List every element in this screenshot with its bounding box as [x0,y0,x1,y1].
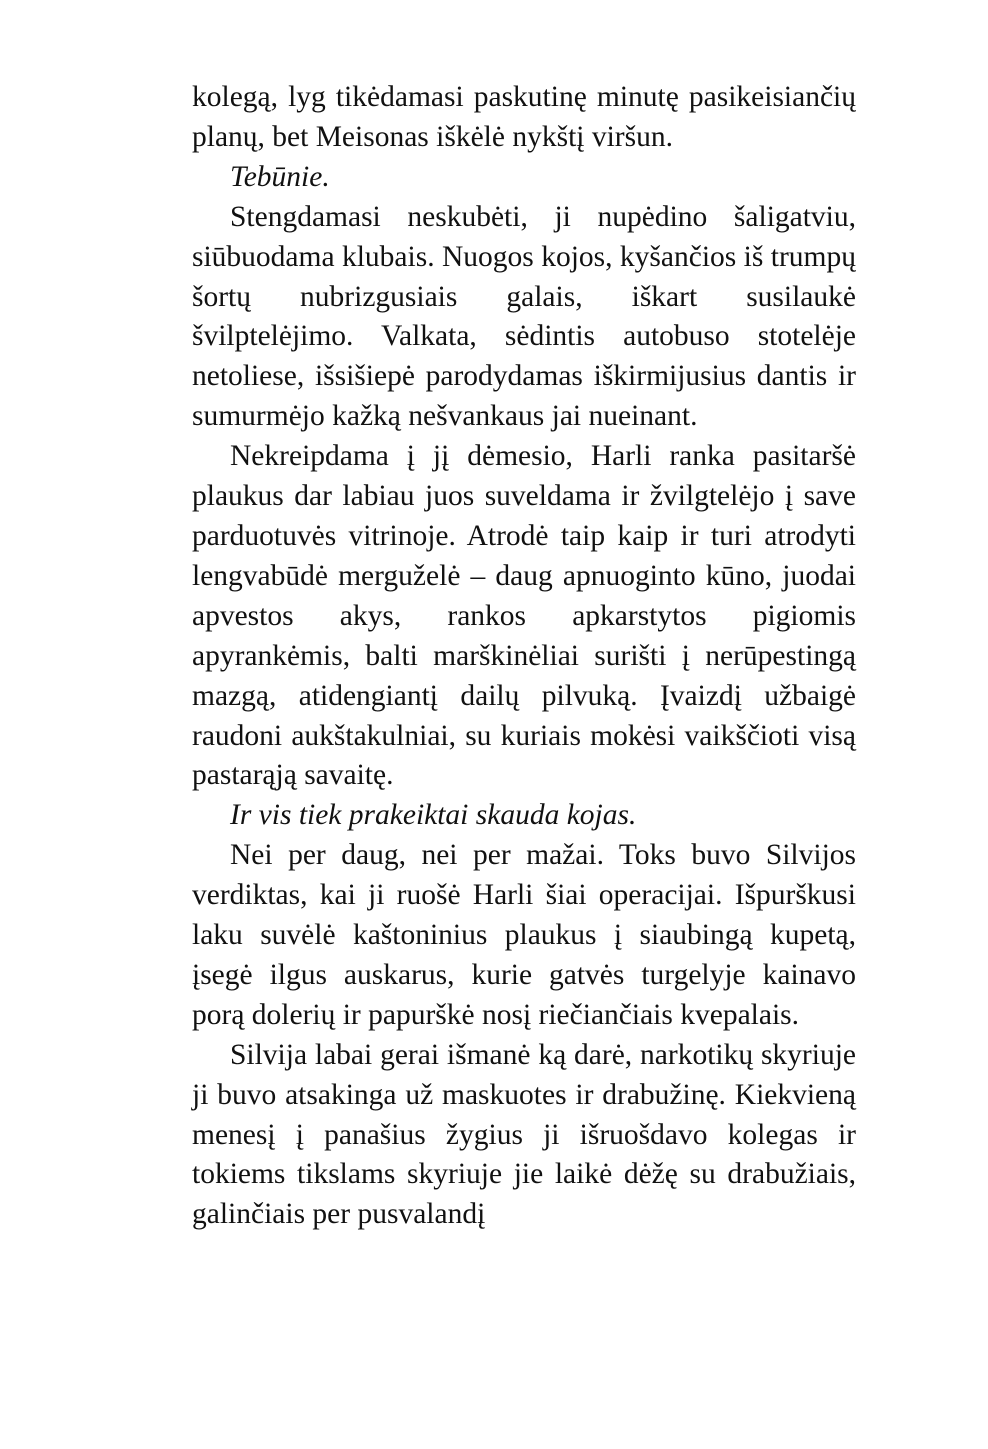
paragraph-4: Nekreipdama į jį dėmesio, Harli ranka pasitaršė plaukus dar labiau juos suveldama ir žvilgtelėjo į save parduotuvės vitrinoje. Atrodė taip kaip ir turi atrodyti lengvabūdė merguželė – daug apnuoginto kūno, juodai apvestos akys, rankos apkarstytos pigiomis apyrankėmis, balti marškinėliai surišti į nerūpestingą mazgą, atidengiantį dailų pilvuką. Įvaizdį užbaigė raudoni aukštakulniai, su kuriais mokėsi vaikščioti visą pastarąją savaitę. [192,440,856,792]
paragraph-5-italic: Ir vis tiek prakeiktai skauda kojas. [230,799,637,832]
paragraph-7: Silvija labai gerai išmanė ką darė, narkotikų skyriuje ji buvo atsakinga už maskuotes ir drabužinę. Kiekvieną menesį į panašius žygius ji išruošdavo kolegas ir tokiems tikslams skyriuje jie laikė dėžę su drabužiais, galinčiais per pusvalandį [192,1038,856,1231]
book-page [192,78,856,1235]
paragraph-1: kolegą, lyg tikėdamasi paskutinę minutę pasikeisiančių planų, bet Meisonas iškėlė nykštį viršun. [192,81,856,153]
paragraph-2-italic: Tebūnie. [230,160,330,193]
paragraph-6: Nei per daug, nei per mažai. Toks buvo Silvijos verdiktas, kai ji ruošė Harli šiai operacijai. Išpurškusi laku suvėlė kaštoninius plaukus į siaubingą kupetą, įsegė ilgus auskarus, kurie gatvės turgelyje kainavo porą dolerių ir papurškė nosį riečiančiais kvepalais. [192,839,856,1031]
paragraph-3: Stengdamasi neskubėti, ji nupėdino šaligatviu, siūbuodama klubais. Nuogos kojos, kyšančios iš trumpų šortų nubrizgusiais galais, iškart susilaukė švilptelėjimo. Valkata, sėdintis autobuso stotelėje netoliese, išsišiepė parodydamas iškirmijusius dantis ir sumurmėjo kažką nešvankaus jai nueinant. [192,200,856,433]
